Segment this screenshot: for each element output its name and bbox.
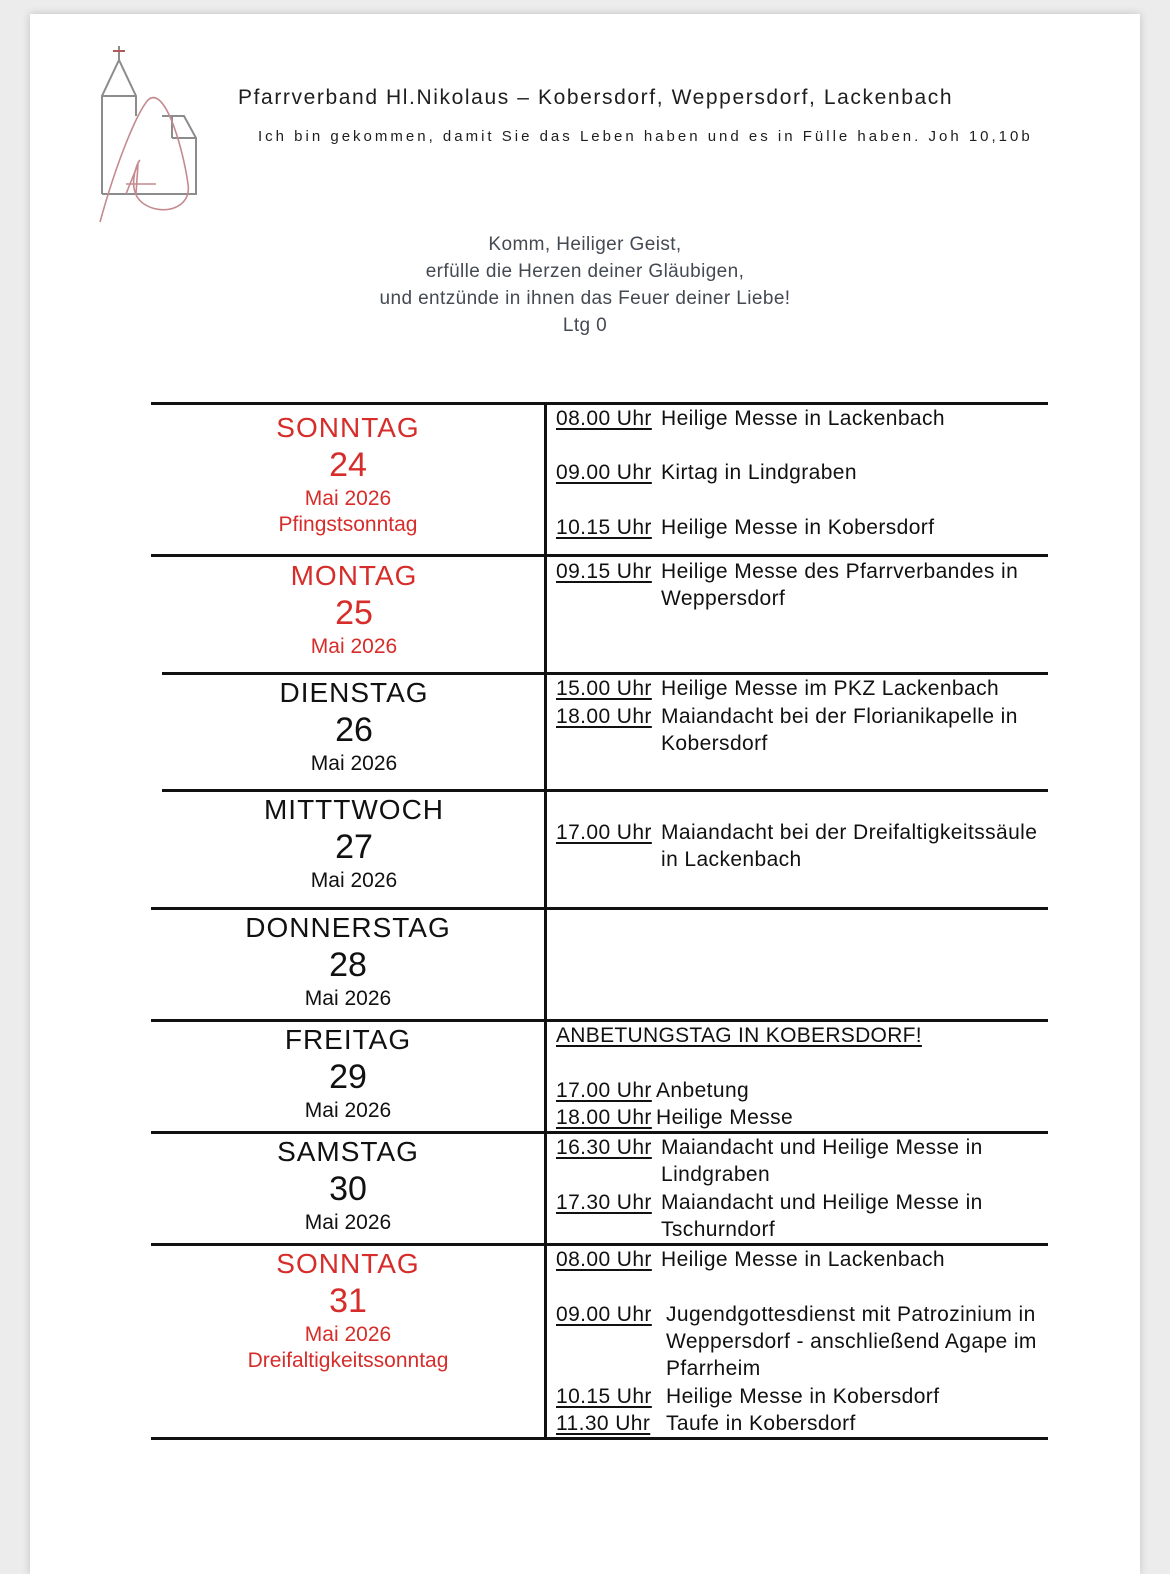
row-divider	[151, 907, 1048, 910]
entry-time: 17.30 Uhr	[556, 1191, 652, 1214]
weekday: DIENSTAG	[279, 677, 429, 708]
entry-time: 08.00 Uhr	[556, 1248, 652, 1271]
entry-time: 10.15 Uhr	[556, 1385, 652, 1408]
month-year: Mai 2026	[310, 869, 398, 892]
prayer-line: und entzünde in ihnen das Feuer deiner Liebe!	[379, 288, 791, 309]
entry-text: in Lackenbach	[661, 848, 802, 871]
day-number: 31	[329, 1282, 367, 1320]
entry-text: Heilige Messe	[656, 1106, 794, 1129]
day-number: 29	[329, 1058, 367, 1096]
day-cell	[198, 911, 498, 1012]
feast-name: Dreifaltigkeitssonntag	[247, 1349, 449, 1372]
weekday: SAMSTAG	[277, 1136, 419, 1167]
row-divider	[151, 554, 1048, 557]
month-year: Mai 2026	[304, 987, 392, 1010]
month-year: Mai 2026	[304, 1211, 392, 1234]
feast-name: Pfingstsonntag	[278, 513, 418, 536]
entry-text: Maiandacht und Heilige Messe in	[661, 1191, 983, 1214]
entry-text: Heilige Messe im PKZ Lackenbach	[661, 677, 1000, 700]
entry-time: 08.00 Uhr	[556, 407, 652, 430]
entry-time: 16.30 Uhr	[556, 1136, 652, 1159]
day-cell	[198, 1135, 498, 1236]
entry-text: Kirtag in Lindgraben	[661, 461, 857, 484]
entry-text: Heilige Messe in Kobersdorf	[666, 1385, 940, 1408]
column-divider	[544, 402, 547, 1440]
day-cell	[204, 793, 504, 894]
weekday: MONTAG	[290, 560, 418, 591]
entry-text: Tschurndorf	[661, 1218, 776, 1241]
month-year: Mai 2026	[310, 752, 398, 775]
entry-time: 09.00 Uhr	[556, 461, 652, 484]
prayer-line: Komm, Heiliger Geist,	[488, 234, 682, 255]
day-number: 25	[335, 594, 373, 632]
month-year: Mai 2026	[304, 1323, 392, 1346]
entry-text: Maiandacht bei der Florianikapelle in	[661, 705, 1018, 728]
entry-text: Weppersdorf	[661, 587, 786, 610]
prayer-line: erfülle die Herzen deiner Gläubigen,	[425, 261, 745, 282]
entry-time: 17.00 Uhr	[556, 821, 652, 844]
entry-time: 18.00 Uhr	[556, 705, 652, 728]
row-divider	[151, 1437, 1048, 1440]
weekday: SONNTAG	[276, 1248, 420, 1279]
entry-text: Pfarrheim	[666, 1357, 761, 1380]
parish-name: Pfarrverband Hl.Nikolaus – Kobersdorf, Weppersdorf, Lackenbach	[238, 86, 954, 109]
entry-time: 17.00 Uhr	[556, 1079, 652, 1102]
day-cell	[198, 411, 498, 538]
weekday: DONNERSTAG	[245, 912, 451, 943]
entry-text: Lindgraben	[661, 1163, 771, 1186]
month-year: Mai 2026	[310, 635, 398, 658]
entry-text: Anbetung	[656, 1079, 750, 1102]
day-number: 30	[329, 1170, 367, 1208]
month-year: Mai 2026	[304, 487, 392, 510]
entry-text: Heilige Messe in Lackenbach	[661, 407, 945, 430]
entry-time: 10.15 Uhr	[556, 516, 652, 539]
day-cell	[198, 1023, 498, 1124]
entry-text: Maiandacht bei der Dreifaltigkeitssäule	[661, 821, 1038, 844]
weekday: SONNTAG	[276, 412, 420, 443]
entry-time: 09.15 Uhr	[556, 560, 652, 583]
entry-text: Kobersdorf	[661, 732, 768, 755]
prayer-line: Ltg 0	[562, 315, 608, 336]
day-number: 27	[335, 828, 373, 866]
entry-text: Weppersdorf - anschließend Agape im	[666, 1330, 1037, 1353]
row-divider	[162, 789, 1048, 792]
day-cell	[204, 559, 504, 660]
day-number: 28	[329, 946, 367, 984]
entry-text: Maiandacht und Heilige Messe in	[661, 1136, 983, 1159]
entry-time: 11.30 Uhr	[556, 1412, 651, 1435]
entry-text: Jugendgottesdienst mit Patrozinium in	[666, 1303, 1036, 1326]
entry-text: Taufe in Kobersdorf	[666, 1412, 856, 1435]
entry-time: 18.00 Uhr	[556, 1106, 652, 1129]
entry-text: Heilige Messe des Pfarrverbandes in	[661, 560, 1019, 583]
weekday: MITTTWOCH	[263, 794, 445, 825]
motto-verse: Ich bin gekommen, damit Sie das Leben haben und es in Fülle haben. Joh 10,10b	[258, 128, 1033, 145]
event-headline: ANBETUNGSTAG IN KOBERSDORF!	[556, 1024, 922, 1047]
entry-text: Heilige Messe in Kobersdorf	[661, 516, 935, 539]
day-cell	[204, 676, 504, 777]
month-year: Mai 2026	[304, 1099, 392, 1122]
day-cell	[198, 1247, 498, 1374]
day-number: 24	[329, 446, 367, 484]
day-number: 26	[335, 711, 373, 749]
weekday: FREITAG	[284, 1024, 412, 1055]
entry-time: 09.00 Uhr	[556, 1303, 652, 1326]
entry-time: 15.00 Uhr	[556, 677, 652, 700]
entry-text: Heilige Messe in Lackenbach	[661, 1248, 945, 1271]
